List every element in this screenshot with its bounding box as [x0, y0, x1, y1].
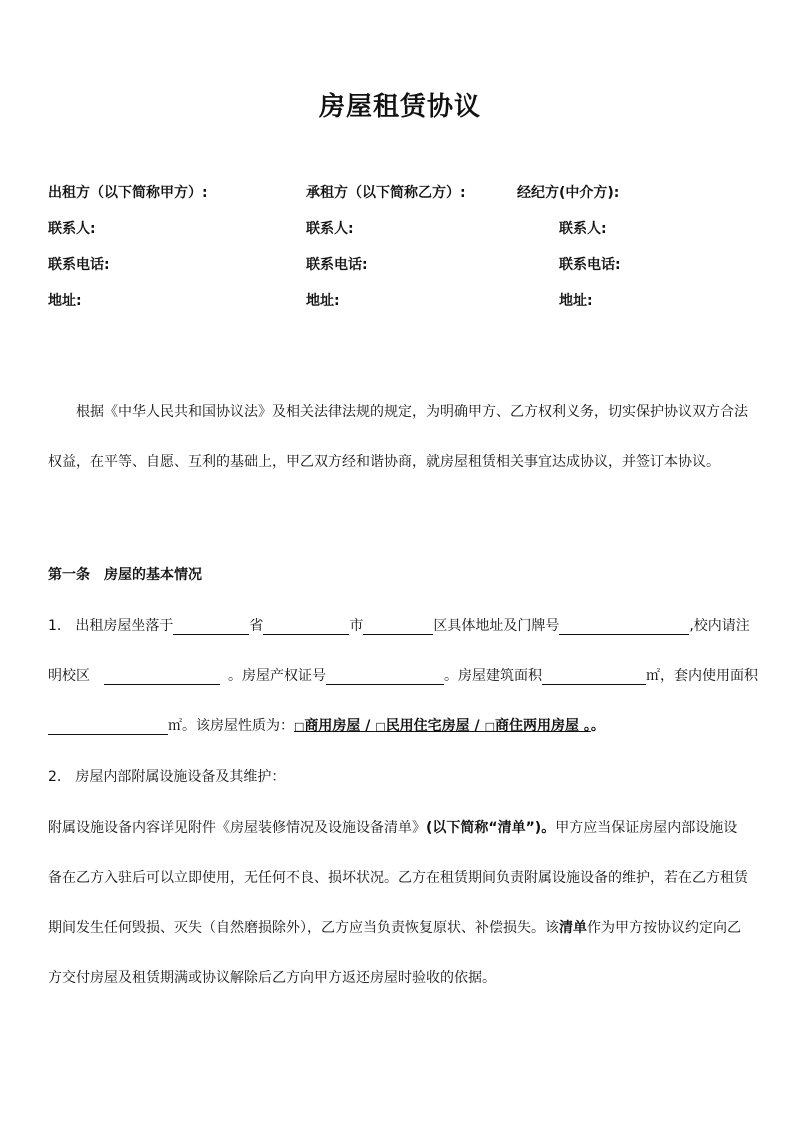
usable-area-label: ㎡，套内使用面积 [646, 668, 758, 684]
item-2-line-3 [48, 917, 741, 937]
item-2-line-1a: 附属设施设备内容详见附件《房屋装修情况及设施设备清单》 [48, 820, 426, 836]
item-2-line-1c: 甲方应当保证房屋内部设施设 [555, 820, 738, 836]
property-type-options [294, 718, 591, 734]
preamble-line-2: 权益，在平等、自愿、互利的基础上，甲乙双方经和谐协商，就房屋租赁相关事宜达成协议，并签订本协议。 [48, 454, 720, 470]
building-area-blank[interactable] [542, 668, 646, 685]
lessor-heading: 出租方（以下简称甲方）: [48, 185, 208, 201]
item-2-line-2: 备在乙方入驻后可以立即使用，无任何不良、损坏状况。乙方在租赁期间负责附属设施设备的维护，若在乙方租赁 [48, 870, 748, 886]
item-2-heading-line [48, 766, 285, 786]
province-blank[interactable] [173, 618, 249, 635]
item-2-line-1b: (以下简称“清单”)。 [426, 820, 556, 836]
commercial-option: 商用房屋 [304, 718, 361, 734]
options-end-underlined: 。 [578, 718, 591, 734]
property-cert-label: 。房屋产权证号 [228, 668, 326, 684]
lessee-heading: 承租方（以下简称乙方）: [306, 185, 466, 201]
item-2-line-1 [48, 817, 737, 837]
agent-heading: 经纪方(中介方): [517, 185, 620, 201]
lessor-contact-label: 联系人: [48, 221, 96, 237]
district-blank[interactable] [363, 618, 433, 635]
mixed-use-checkbox[interactable]: □ [484, 720, 495, 733]
district-address-label: 区具体地址及门牌号 [433, 618, 560, 634]
agent-phone-label: 联系电话: [559, 257, 621, 273]
lessor-address-label: 地址: [48, 293, 82, 309]
option-separator-2: / [469, 718, 485, 734]
city-label: 市 [349, 618, 364, 634]
item-1-line-3 [48, 715, 605, 735]
item-1-end-period: 。 [590, 718, 605, 734]
campus-blank[interactable] [104, 668, 220, 685]
lessee-address-label: 地址: [306, 293, 340, 309]
agent-contact-label: 联系人: [559, 221, 607, 237]
agent-address-label: 地址: [559, 293, 593, 309]
article-1-heading: 第一条 房屋的基本情况 [48, 567, 202, 583]
option-separator-1: / [360, 718, 376, 734]
item-2-heading: 房屋内部附属设施设备及其维护： [75, 769, 286, 785]
campus-note-start: ,校内请注 [689, 618, 750, 634]
document-title: 房屋租赁协议 [318, 92, 481, 122]
address-blank[interactable] [559, 618, 689, 635]
item-2-number: 2. [48, 769, 62, 785]
residential-checkbox[interactable]: □ [375, 720, 386, 733]
commercial-checkbox[interactable]: □ [294, 720, 305, 733]
lessee-contact-label: 联系人: [306, 221, 354, 237]
item-1-location-label: 出租房屋坐落于 [75, 618, 174, 634]
item-2-line-3a: 期间发生任何毁损、灭失（自然磨损除外），乙方应当负责恢复原状、补偿损失。该 [48, 920, 559, 936]
lessee-phone-label: 联系电话: [306, 257, 368, 273]
item-2-line-3c: 作为甲方按协议约定向乙 [587, 920, 741, 936]
item-1-line-2 [48, 665, 758, 685]
item-1-number: 1. [48, 618, 62, 634]
city-blank[interactable] [263, 618, 349, 635]
province-label: 省 [249, 618, 264, 634]
lessor-phone-label: 联系电话: [48, 257, 110, 273]
item-2-line-3b: 清单 [559, 920, 587, 936]
property-type-label: ㎡。该房屋性质为： [168, 718, 294, 734]
campus-note-end: 明校区 [48, 668, 90, 684]
item-1-line-1 [48, 615, 750, 635]
mixed-use-option: 商住两用房屋 [494, 718, 579, 734]
usable-area-blank[interactable] [48, 718, 168, 735]
item-2-line-4: 方交付房屋及租赁期满或协议解除后乙方向甲方返还房屋时验收的依据。 [48, 970, 496, 986]
property-cert-blank[interactable] [326, 668, 444, 685]
residential-option: 民用住宅房屋 [385, 718, 470, 734]
preamble-line-1: 根据《中华人民共和国协议法》及相关法律法规的规定，为明确甲方、乙方权利义务，切实保护协议双方合法 [76, 404, 748, 420]
building-area-label: 。房屋建筑面积 [444, 668, 542, 684]
